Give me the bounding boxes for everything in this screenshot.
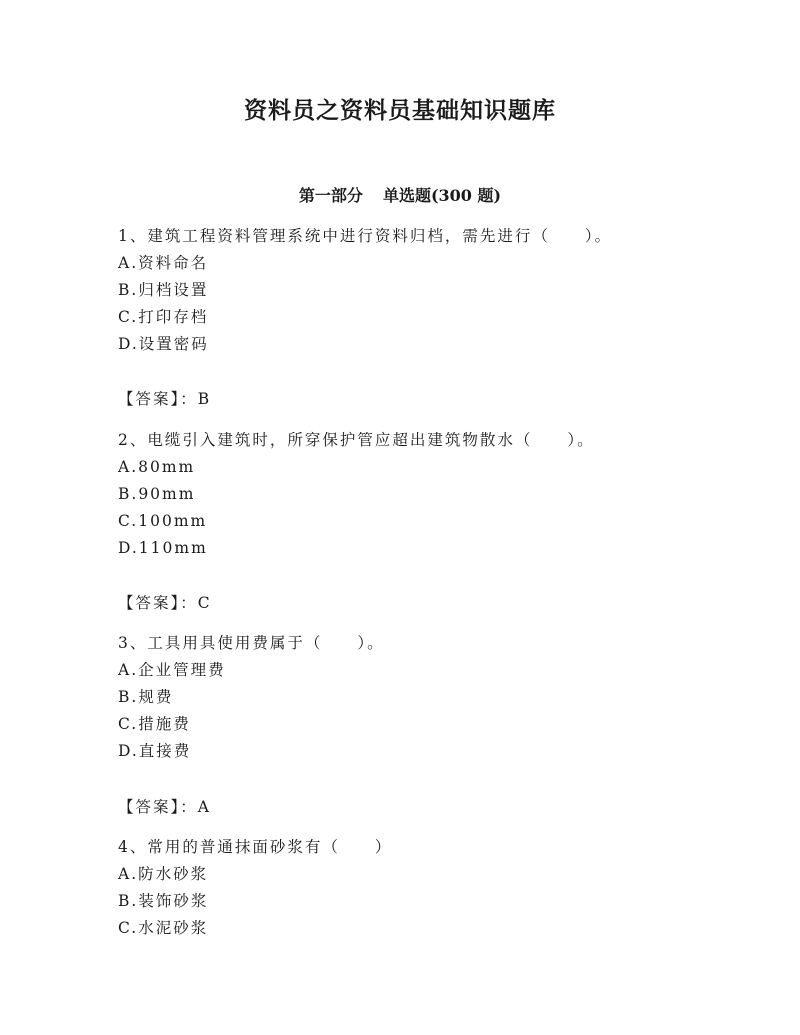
question-stem: 2、电缆引入建筑时，所穿保护管应超出建筑物散水（ ）。 bbox=[118, 431, 595, 449]
answer-line bbox=[118, 593, 212, 613]
option-d: D.直接费 bbox=[118, 742, 192, 760]
answer-line bbox=[118, 797, 211, 817]
question-stem: 4、常用的普通抹面砂浆有（ ） bbox=[118, 838, 393, 856]
question-stem: 1、建筑工程资料管理系统中进行资料归档，需先进行（ ）。 bbox=[118, 227, 613, 245]
option-c: C.100mm bbox=[118, 512, 208, 530]
page-title: 资料员之资料员基础知识题库 bbox=[244, 97, 556, 124]
option-b: B.90mm bbox=[118, 485, 196, 503]
option-b: B.装饰砂浆 bbox=[118, 892, 209, 910]
answer-label: 【答案】： bbox=[118, 594, 198, 612]
option-c: C.水泥砂浆 bbox=[118, 919, 209, 937]
option-c: C.打印存档 bbox=[118, 308, 209, 326]
answer-value: A bbox=[197, 798, 211, 816]
option-a: A.资料命名 bbox=[118, 254, 209, 272]
answer-label: 【答案】： bbox=[118, 798, 198, 816]
option-a: A.企业管理费 bbox=[118, 661, 226, 679]
answer-label: 【答案】： bbox=[118, 390, 198, 408]
section-part: 第一部分 bbox=[298, 186, 363, 205]
option-b: B.规费 bbox=[118, 688, 174, 706]
answer-value: B bbox=[197, 390, 212, 408]
question-stem: 3、工具用具使用费属于（ ）。 bbox=[118, 634, 385, 652]
option-d: D.110mm bbox=[118, 539, 208, 557]
section-heading bbox=[0, 183, 800, 206]
section-name: 单选题(300 题) bbox=[382, 186, 502, 205]
answer-value: C bbox=[197, 594, 212, 612]
option-b: B.归档设置 bbox=[118, 281, 209, 299]
option-a: A.防水砂浆 bbox=[118, 865, 209, 883]
answer-line bbox=[118, 389, 211, 409]
option-a: A.80mm bbox=[118, 458, 196, 476]
option-c: C.措施费 bbox=[118, 715, 191, 733]
option-d: D.设置密码 bbox=[118, 335, 209, 353]
